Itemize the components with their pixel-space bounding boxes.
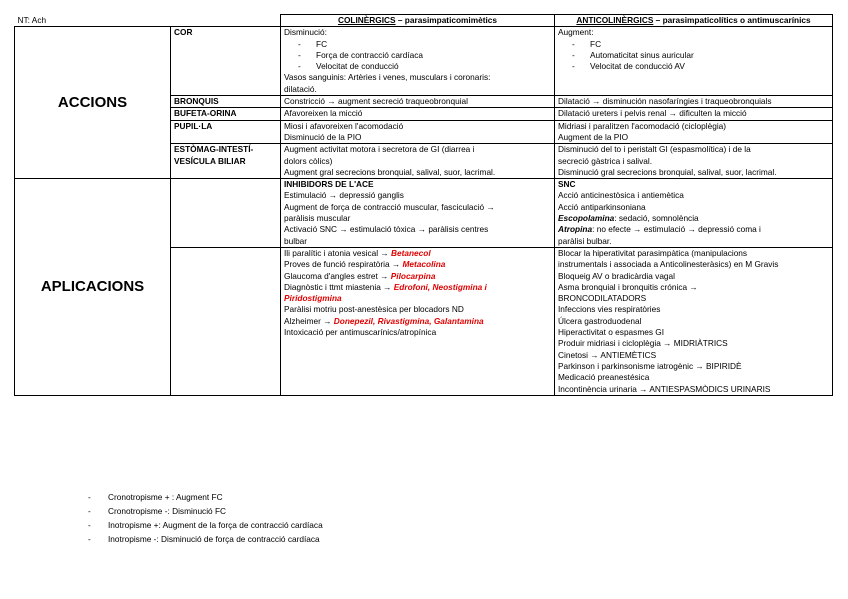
estomag-colinergics: Augment activitat motora i secretora de GI (diarrea i dolors còlics) Augment gral secrecions bronquial, salival, suor, lacrimal. <box>281 144 555 179</box>
notes-list <box>88 490 323 546</box>
snc-anticolinergics: SNC Acció anticinestòsica i antiemètica Acció antiparkinsoniana Escopolamina: sedació, somnolència Atropina: no efecte → estimulació → depressió coma i paràlisi bulbar. <box>555 179 833 248</box>
anticholinergic-header: ANTICOLINÈRGICS – parasimpaticolítics o antimuscarínics <box>555 15 833 27</box>
note-item: - Inotropisme -: Disminució de força de contracció cardíaca <box>88 532 323 546</box>
row-label-empty <box>171 179 281 248</box>
row-label-pupil: PUPIL·LA <box>171 120 281 144</box>
apps-colinergics: Ili paralític i atonia vesical → Betanecol Proves de funció respiratòria → Metacolina Glaucoma d'angles estret → Pilocarpina Diagnòstic i ttmt miastenia → Edrofoni, Neostigmina i Piridostigmina Paràlisi motriu post-anestèsica per blocadors ND Alzheimer → Donepezil, Rivastigmina, Galantamina Intoxicació per antimuscarínics/atropínica <box>281 247 555 395</box>
pupil-anticolinergics: Midriasi i paralitzen l'acomodació (cicloplègia) Augment de la PIO <box>555 120 833 144</box>
bronquis-anticolinergics: Dilatació → disminución nasofaríngies i traqueobronquials <box>555 96 833 108</box>
bufeta-colinergics: Afavoreixen la micció <box>281 108 555 120</box>
cor-colinergics: Disminució: - FC - Força de contracció cardíaca - Velocitat de conducció Vasos sanguinis: Artèries i venes, musculars i coronaris: dilatació. <box>281 27 555 96</box>
row-ace <box>15 179 833 248</box>
section-accions: ACCIONS <box>15 27 171 179</box>
estomag-anticolinergics: Disminució del to i peristalt GI (espasmolítica) i de la secreció gàstrica i salival. Disminució gral secrecions bronquial, salival, suor, lacrimal. <box>555 144 833 179</box>
row-label-bufeta: BUFETA-ORINA <box>171 108 281 120</box>
note-item: - Cronotropisme + : Augment FC <box>88 490 323 504</box>
note-item: - Inotropisme +: Augment de la força de contracció cardíaca <box>88 518 323 532</box>
bronquis-colinergics: Constricció → augment secreció traqueobronquial <box>281 96 555 108</box>
row-label-cor: COR <box>171 27 281 96</box>
header-row <box>15 15 833 27</box>
row-label-bronquis: BRONQUIS <box>171 96 281 108</box>
nt-label: NT: Ach <box>15 15 281 27</box>
pupil-colinergics: Miosi i afavoreixen l'acomodació Disminució de la PIO <box>281 120 555 144</box>
note-item: - Cronotropisme -: Disminució FC <box>88 504 323 518</box>
pharmacology-table <box>14 14 833 396</box>
row-cor <box>15 27 833 96</box>
row-label-estomag: ESTÒMAG-INTESTÍ- VESÍCULA BILIAR <box>171 144 281 179</box>
section-aplicacions: APLICACIONS <box>15 179 171 396</box>
apps-anticolinergics: Blocar la hiperativitat parasimpàtica (manipulacions instrumentals i associada a Anticolinesteràsics) en M Gravis Bloqueig AV o bradicàrdia vagal Asma bronquial i bronquitis crónica → BRONCODILATADORS Infeccions vies respiratòries Úlcera gastroduodenal Hiperactivitat o espasmes GI Produir midriasi i cicloplègia → MIDRIÀTRICS Cinetosi → ANTIEMÈTICS Parkinson i parkinsonisme iatrogènic → BIPIRIDÈ Medicació preanestésica Incontinència urinaria → ANTIESPASMÒDICS URINARIS <box>555 247 833 395</box>
bufeta-anticolinergics: Dilatació ureters i pelvis renal → dificulten la micció <box>555 108 833 120</box>
cor-anticolinergics: Augment: - FC - Automaticitat sinus auricular - Velocitat de conducció AV <box>555 27 833 96</box>
ace-colinergics: INHIBIDORS DE L'ACE Estimulació → depressió ganglis Augment de força de contracció muscular, fasciculació → paràlisis muscular Activació SNC → estimulació tòxica → paràlisis centres bulbar <box>281 179 555 248</box>
cholinergic-header: COLINÈRGICS – parasimpaticomimètics <box>281 15 555 27</box>
row-label-empty-2 <box>171 247 281 395</box>
